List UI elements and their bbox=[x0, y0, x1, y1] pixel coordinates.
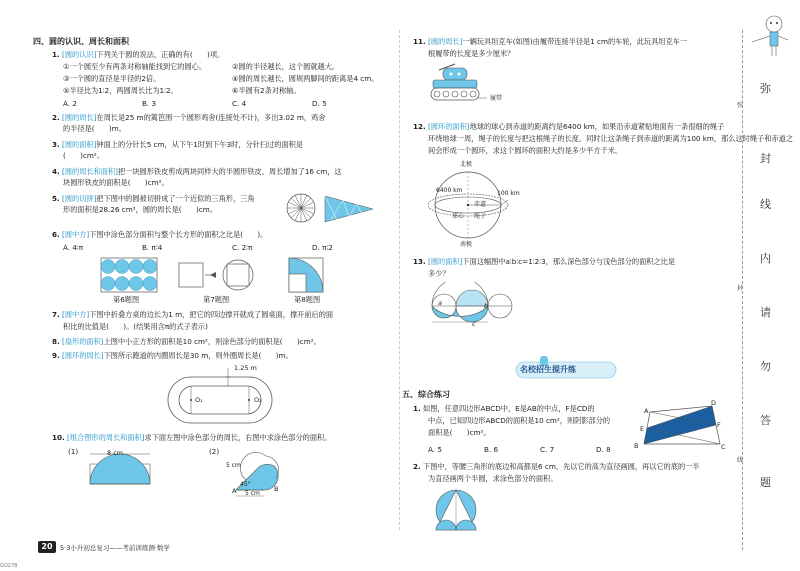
p1-option-b: B. 6 bbox=[484, 445, 499, 454]
fig7-square-circle bbox=[178, 259, 258, 293]
margin-char-1: 弥 bbox=[760, 82, 771, 95]
q10-dim-8cm: 8 cm bbox=[107, 449, 124, 457]
margin-char-7: 答 bbox=[760, 414, 771, 427]
question-5-cont: 形的面积是28.26 cm²，圆的周长是( )cm。 bbox=[63, 205, 217, 214]
question-13-cont: 多少？ bbox=[428, 269, 450, 278]
section-5-title: 五、综合练习 bbox=[402, 390, 450, 399]
margin-char-4: 内 bbox=[760, 252, 771, 265]
question-5: 5. [圆的切拼]把下图中的圆被切拼成了一个近似的三角形，三角 bbox=[52, 194, 255, 203]
q1-option-b: B. 3 bbox=[142, 99, 157, 108]
margin-small-1: 弥 bbox=[737, 102, 744, 109]
question-1: 1. [圆的认识]下列关于圆的说法，正确的有( )项。 bbox=[52, 50, 225, 59]
q1-statement-2: ②圆的半径越长，这个圆就越大。 bbox=[232, 62, 340, 71]
question-9: 9. [圆环的周长]下图所示跑道的内圈周长是30 m，则外圈周长是( )m。 bbox=[52, 351, 293, 360]
q12-south-pole: 南极 bbox=[460, 241, 473, 248]
q10-dim-5cm-a: 5 cm bbox=[226, 462, 241, 469]
banner-text: 名校招生提升练 bbox=[520, 365, 576, 374]
fig6-caption: 第6题图 bbox=[113, 295, 140, 304]
q12-center-label: 球心 bbox=[452, 213, 465, 220]
question-7: 7. [圆中方]下图中折叠方桌的边长为1 m，把它的四边撑开就成了圆桌面，撑开前后的面 bbox=[52, 310, 334, 319]
question-2: 2. [圆的周长]在周长是25 m的篱笆围一个圆形鸡舍(连接处不计)，多出3.02 m，鸡舍 bbox=[52, 113, 326, 122]
q9-dim-label: 1.25 m bbox=[234, 364, 257, 372]
fig7-caption: 第7题图 bbox=[203, 295, 230, 304]
q12-north-pole: 北极 bbox=[460, 161, 473, 168]
q6-option-d: D. π∶2 bbox=[312, 243, 333, 252]
page-number: 20 bbox=[38, 541, 56, 553]
fig8-caption: 第8题图 bbox=[294, 295, 321, 304]
p1-label-f: F bbox=[717, 421, 721, 429]
fig6-rectangle-circles bbox=[100, 257, 158, 293]
question-11: 11. [圆的周长]一辆玩具坦克车(如图)由履带连接半径是1 cm的车轮，此玩具坦克车一 bbox=[413, 37, 688, 46]
p1-label-c: C bbox=[721, 443, 726, 451]
q1-option-a: A. 2 bbox=[63, 99, 77, 108]
q12-radius-label: 6400 km bbox=[436, 187, 463, 194]
question-4: 4. [圆的周长和面积]把一块圆形铁皮剪成两块同样大的半圆形铁皮，周长增加了16 cm，这 bbox=[52, 167, 342, 176]
p1-option-c: C. 7 bbox=[540, 445, 555, 454]
mascot-figure bbox=[738, 10, 798, 60]
question-10: 10. [组合图形的周长和面积]求下面左图中涂色部分的周长，右图中求涂色部分的面积。 bbox=[52, 433, 332, 442]
q9-track-figure bbox=[165, 364, 275, 426]
question-6: 6. [圆中方]下图中涂色部分面积与整个长方形的面积之比是( )。 bbox=[52, 230, 268, 239]
problem-2-cont: 为直径画两个半圆，求涂色部分的面积。 bbox=[428, 474, 558, 483]
p1-label-a: A bbox=[644, 407, 649, 415]
margin-char-3: 线 bbox=[760, 198, 771, 211]
q11-track-label: 履带 bbox=[490, 95, 503, 102]
question-13: 13. [圆的面积]下面这幅图中a∶b∶c=1∶2∶3，那么深色部分与浅色部分的面积之比是 bbox=[413, 257, 676, 266]
q5-cut-circle-figure bbox=[285, 192, 375, 226]
page-code: GO27B bbox=[0, 563, 18, 569]
q10-angle: 45° bbox=[240, 481, 251, 488]
q9-o1-label: O₁ bbox=[195, 396, 203, 404]
q1-option-c: C. 4 bbox=[232, 99, 247, 108]
q10-point-a: A bbox=[232, 487, 237, 495]
question-4-cont: 块圆形铁皮的面积是( )cm²。 bbox=[63, 178, 169, 187]
margin-small-2: 封 bbox=[737, 285, 744, 292]
q10-point-b: B bbox=[274, 485, 279, 493]
problem-1: 1. 如图，任意四边形ABCD中，E是AB的中点，F是CD的 bbox=[413, 404, 595, 413]
problem-2: 2. 下图中，等腰三角形的底边和高都是6 cm，先以它的高为直径画圆，再以它的底的一半 bbox=[413, 462, 700, 471]
question-8: 8. [扇形的面积]上图中小正方形的面积是10 cm²，则涂色部分的面积是( )cm²。 bbox=[52, 337, 321, 346]
question-2-cont: 的半径是( )m。 bbox=[63, 124, 126, 133]
q1-statement-6: ⑥半圆有2条对称轴。 bbox=[232, 86, 301, 95]
q6-option-b: B. π∶4 bbox=[142, 243, 163, 252]
fig8-sector bbox=[288, 257, 324, 293]
q12-rope-label: 绳子 bbox=[474, 213, 487, 220]
section-title: 四、圆的认识、周长和面积 bbox=[33, 37, 129, 46]
q13-c-label: c bbox=[472, 320, 476, 328]
q1-statement-5: ⑤半径比为1∶2，两圆周长比为1∶2。 bbox=[63, 86, 178, 95]
margin-char-5: 请 bbox=[760, 306, 771, 319]
q10-part2-label: (2) bbox=[209, 447, 220, 456]
problem-1-cont2: 面积是( )cm²。 bbox=[428, 428, 491, 437]
question-12-cont2: 间会形成一个圆环，求这个圆环的面积大约是多少平方千米。 bbox=[428, 146, 623, 155]
p1-option-d: D. 8 bbox=[596, 445, 611, 454]
q13-b-label: b bbox=[484, 302, 489, 310]
q9-o2-label: O₂ bbox=[254, 396, 262, 404]
p1-label-b: B bbox=[634, 442, 639, 450]
p1-label-d: D bbox=[711, 399, 717, 407]
p1-label-e: E bbox=[640, 425, 645, 433]
margin-char-6: 勿 bbox=[760, 360, 771, 373]
q10-dim-5cm-b: 5 cm bbox=[245, 490, 260, 497]
p1-option-a: A. 5 bbox=[428, 445, 442, 454]
margin-small-3: 线 bbox=[737, 457, 744, 464]
p2-triangle-circle-figure bbox=[428, 488, 484, 534]
q1-statement-3: ③一个圆的直径是半径的2倍。 bbox=[63, 74, 161, 83]
margin-char-2: 封 bbox=[760, 152, 771, 165]
q6-option-c: C. 2∶π bbox=[232, 243, 253, 252]
column-divider bbox=[399, 30, 400, 530]
question-12: 12. [圆环的面积]地球的球心到赤道的距离约是6400 km，如果沿赤道紧贴地面有一条很细的绳子 bbox=[413, 122, 725, 131]
problem-1-cont1: 中点，已知四边形ABCD的面积是10 cm²，则阴影部分的 bbox=[428, 416, 611, 425]
question-11-cont: 根履带的长度是多少厘米？ bbox=[428, 49, 515, 58]
q10-part1-label: (1) bbox=[68, 447, 79, 456]
q6-option-a: A. 4∶π bbox=[63, 243, 84, 252]
question-7-cont: 积比的比值是( )。(结果用含π的式子表示) bbox=[63, 322, 208, 331]
margin-char-8: 题 bbox=[760, 476, 771, 489]
book-title: 5·3小升初总复习——考前训练测·数学 bbox=[60, 544, 170, 552]
question-3-cont: ( )cm²。 bbox=[63, 151, 105, 160]
question-3: 3. [圆的面积]钟面上的分针长5 cm，从下午1时到下午3时，分针扫过的面积是 bbox=[52, 140, 304, 149]
q1-option-d: D. 5 bbox=[312, 99, 327, 108]
q12-equator-label: 赤道 bbox=[474, 201, 487, 208]
q1-statement-4: ④圆的周长越长，圆规两脚间的距离是4 cm。 bbox=[232, 74, 379, 83]
q12-distance-label: 100 km bbox=[497, 190, 520, 197]
q13-a-label: a bbox=[438, 299, 442, 307]
question-12-cont1: 环绕地球一周，绳子的长度与把这根绳子的长度，同时让这条绳子到赤道的距离为100 km，那么这时绳子和赤道之 bbox=[428, 134, 793, 143]
q1-statement-1: ①一个圆至少有两条对称轴能找到它的圆心。 bbox=[63, 62, 207, 71]
